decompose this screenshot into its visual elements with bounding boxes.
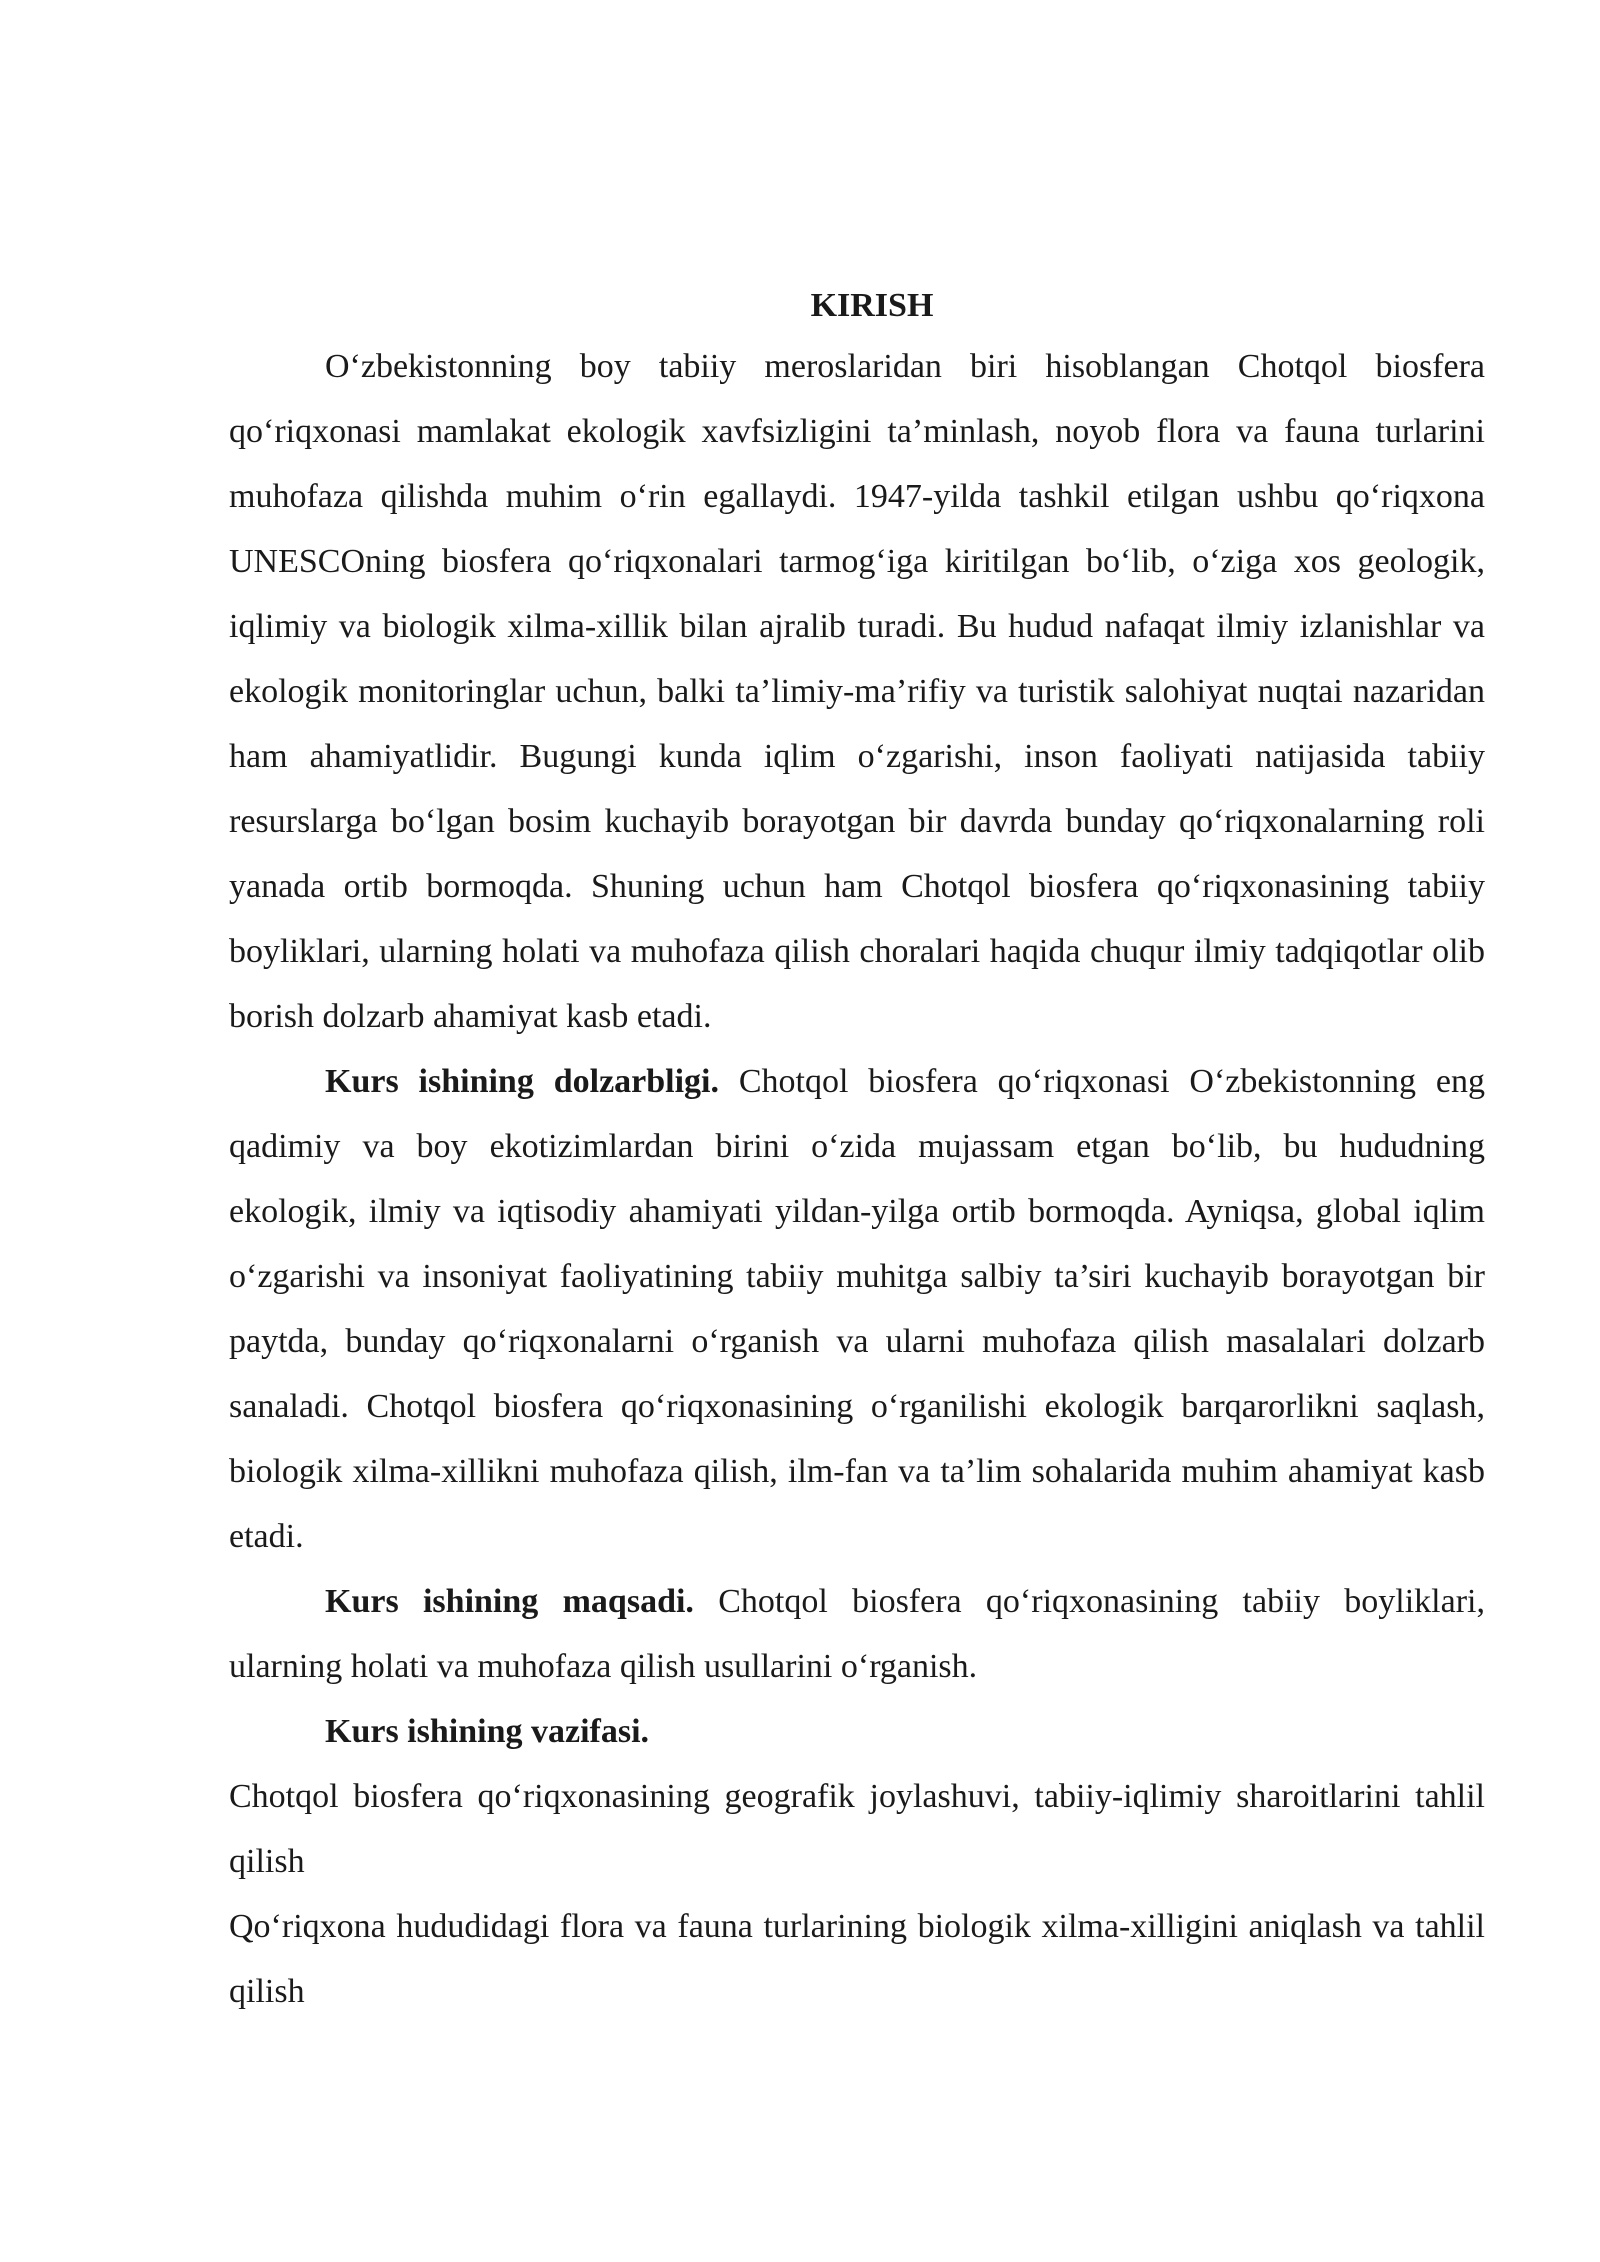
- goal-label: Kurs ishining maqsadi.: [325, 1583, 694, 1620]
- goal-paragraph: [229, 1569, 1485, 1699]
- document-page: [229, 278, 1485, 2024]
- document-title: KIRISH: [810, 287, 934, 324]
- relevance-paragraph: [229, 1049, 1485, 1569]
- goal-text: Chotqol biosfera qo‘riqxonasining tabiiy boyliklari, ularning holati va muhofaza qilish usullarini o‘rganish.: [229, 1583, 1485, 1685]
- tasks-heading: [229, 1699, 1485, 1764]
- intro-paragraph: O‘zbekistonning boy tabiiy meroslaridan biri hisoblangan Chotqol biosfera qo‘riqxonasi mamlakat ekologik xavfsizligini ta’minlash, noyob flora va fauna turlarini muhofaza qilishda muhim o‘rin egallaydi. 1947-yilda tashkil etilgan ushbu qo‘riqxona UNESCOning biosfera qo‘riqxonalari tarmog‘iga kiritilgan bo‘lib, o‘ziga xos geologik, iqlimiy va biologik xilma-xillik bilan ajralib turadi. Bu hudud nafaqat ilmiy izlanishlar va ekologik monitoringlar uchun, balki ta’limiy-ma’rifiy va turistik salohiyat nuqtai nazaridan ham ahamiyatlidir. Bugungi kunda iqlim o‘zgarishi, inson faoliyati natijasida tabiiy resurslarga bo‘lgan bosim kuchayib borayotgan bir davrda bunday qo‘riqxonalarning roli yanada ortib bormoqda. Shuning uchun ham Chotqol biosfera qo‘riqxonasining tabiiy boyliklari, ularning holati va muhofaza qilish choralari haqida chuqur ilmiy tadqiqotlar olib borish dolzarb ahamiyat kasb etadi.: [229, 348, 1485, 1035]
- relevance-text: Chotqol biosfera qo‘riqxonasi O‘zbekistonning eng qadimiy va boy ekotizimlardan birini o‘zida mujassam etgan bo‘lib, bu hududning ekologik, ilmiy va iqtisodiy ahamiyati yildan-yilga ortib bormoqda. Ayniqsa, global iqlim o‘zgarishi va insoniyat faoliyatining tabiiy muhitga salbiy ta’siri kuchayib borayotgan bir paytda, bunday qo‘riqxonalarni o‘rganish va ularni muhofaza qilish masalalari dolzarb sanaladi. Chotqol biosfera qo‘riqxonasining o‘rganilishi ekologik barqarorlikni saqlash, biologik xilma-xillikni muhofaza qilish, ilm-fan va ta’lim sohalarida muhim ahamiyat kasb etadi.: [229, 1063, 1485, 1555]
- relevance-label: Kurs ishining dolzarbligi.: [325, 1063, 719, 1100]
- task-item: Qo‘riqxona hududidagi flora va fauna turlarining biologik xilma-xilligini aniqlash va tahlil qilish: [229, 1908, 1485, 2010]
- task-item: Chotqol biosfera qo‘riqxonasining geografik joylashuvi, tabiiy-iqlimiy sharoitlarini tahlil qilish: [229, 1778, 1485, 1880]
- tasks-label: Kurs ishining vazifasi.: [325, 1713, 650, 1750]
